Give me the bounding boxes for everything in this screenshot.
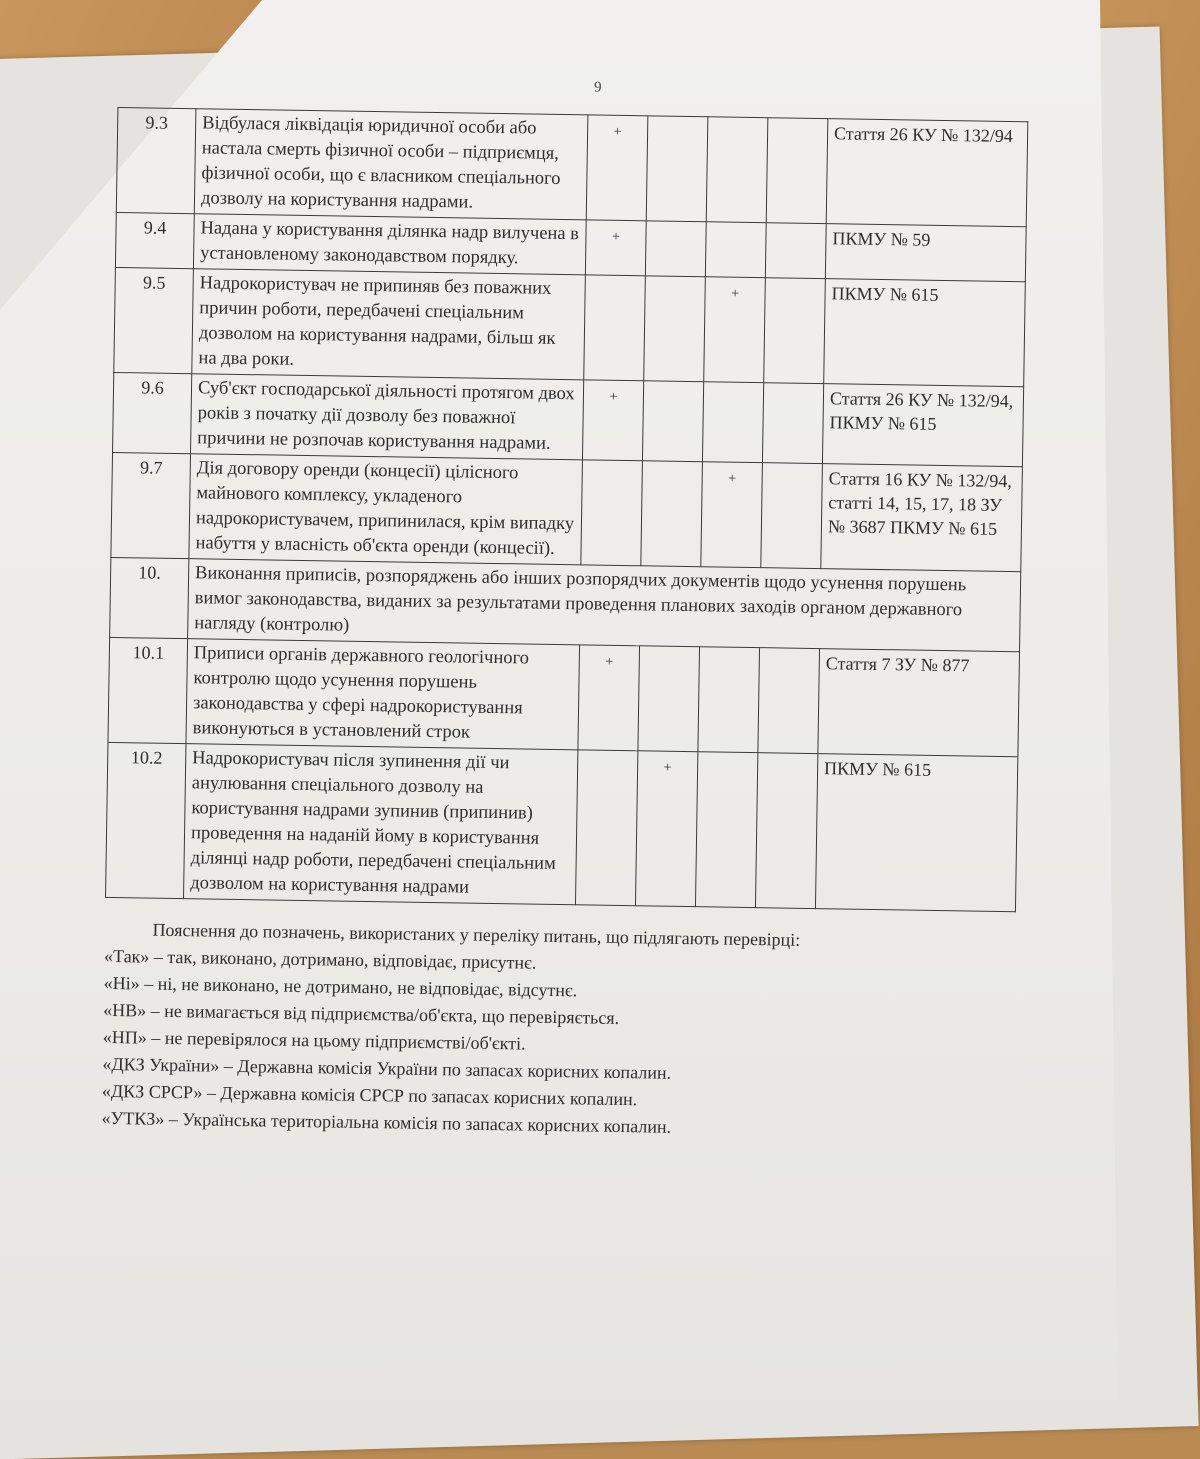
section-title: Виконання приписів, розпоряджень або інших розпорядчих документів щодо усунення порушень вимог законодавства, виданих за результатами проведення планових заходів органом державного нагляду (контролю) — [188, 559, 1021, 652]
plus-mark: + — [582, 380, 643, 461]
section-row — [110, 557, 1021, 651]
plus-mark: + — [701, 462, 763, 568]
table-row — [111, 452, 1023, 571]
mark-cell — [575, 750, 637, 906]
row-reference: Стаття 7 ЗУ № 877 — [818, 649, 1020, 757]
mark-cell — [761, 463, 823, 569]
table-row — [106, 742, 1018, 911]
row-reference: Стаття 26 КУ № 132/94, ПКМУ № 615 — [822, 384, 1023, 467]
mark-cell — [705, 222, 766, 278]
mark-cell — [766, 118, 828, 224]
row-number: 10.2 — [106, 742, 186, 898]
row-reference: ПКМУ № 615 — [824, 279, 1026, 387]
row-question: Приписи органів державного геологічного контролю щодо усунення порушень законодавства у сфері надрокористування виконуються в установлений строк — [186, 639, 580, 750]
plus-mark: + — [586, 115, 648, 221]
plus-mark: + — [635, 751, 697, 907]
legend-item: «ДКЗ України» – Державна комісія України по запасах корисних копалин. — [102, 1053, 672, 1083]
legend-intro: Пояснення до позначень, використаних у переліку питань, що підлягають перевірці: — [152, 919, 801, 950]
row-question: Надана у користування ділянка надр вилучена в установленому законодавством порядку. — [193, 214, 586, 275]
mark-cell — [765, 223, 826, 279]
table-row — [116, 108, 1028, 227]
row-number: 9.4 — [115, 212, 194, 268]
legend-item: «УТКЗ» – Українська територіальна комісія по запасах корисних копалин. — [101, 1107, 672, 1137]
mark-cell — [644, 276, 706, 382]
section-number: 10. — [110, 557, 189, 638]
row-number: 9.6 — [113, 372, 192, 453]
mark-cell — [642, 381, 703, 462]
row-question: Відбулася ліквідація юридичної особи або настала смерть фізичної особи – підприємця, фізичної особи, що є власником спеціального дозволу на користування надрами. — [194, 109, 588, 220]
page-number: 9 — [593, 79, 602, 96]
mark-cell — [702, 382, 763, 463]
document-content — [101, 72, 1058, 1147]
row-number: 9.5 — [114, 267, 194, 373]
checklist-table — [105, 107, 1028, 912]
mark-cell — [755, 753, 817, 909]
row-reference: Стаття 26 КУ № 132/94 — [826, 119, 1028, 227]
plus-mark: + — [578, 645, 640, 751]
row-question: Дія договору оренди (концесії) цілісного майнового комплексу, укладеного надрокористувачем, припинилася, крім випадку набуття у власність об'єкта оренди (концесії). — [189, 454, 583, 565]
row-number: 9.7 — [111, 452, 191, 558]
mark-cell — [706, 117, 768, 223]
mark-cell — [698, 647, 760, 753]
mark-cell — [695, 752, 757, 908]
mark-cell — [584, 275, 646, 381]
table-row — [114, 267, 1026, 386]
table-row — [108, 637, 1020, 756]
row-number: 9.3 — [116, 108, 196, 214]
plus-mark: + — [704, 277, 766, 383]
mark-cell — [645, 221, 706, 277]
mark-cell — [646, 116, 708, 222]
table-row — [113, 372, 1024, 466]
row-number: 10.1 — [108, 637, 188, 743]
legend-item: «НП» – не перевірялося на цьому підприємстві/об'єкті. — [102, 1026, 526, 1054]
mark-cell — [641, 461, 703, 567]
legend-item: «Ні» – ні, не виконано, не дотримано, не відповідає, відсутнє. — [103, 972, 578, 1001]
row-reference: ПКМУ № 59 — [825, 224, 1026, 282]
mark-cell — [581, 460, 643, 566]
mark-cell — [758, 648, 820, 754]
legend — [101, 916, 1004, 1146]
row-reference: Стаття 16 КУ № 132/94, статті 14, 15, 17, 18 ЗУ № 3687 ПКМУ № 615 — [821, 464, 1023, 572]
plus-mark: + — [585, 220, 646, 276]
mark-cell — [638, 646, 700, 752]
row-reference: ПКМУ № 615 — [815, 754, 1017, 912]
legend-item: «НВ» – не вимагається від підприємства/об'єкта, що перевіряється. — [103, 999, 620, 1028]
mark-cell — [764, 278, 826, 384]
legend-item: «ДКЗ СРСР» – Державна комісія СРСР по запасах корисних копалин. — [101, 1080, 638, 1110]
row-question: Суб'єкт господарської діяльності протягом двох років з початку дії дозволу без поважної причини не розпочав користування надрами. — [191, 374, 584, 460]
legend-item: «Так» – так, виконано, дотримано, відповідає, присутнє. — [103, 945, 537, 973]
mark-cell — [762, 383, 823, 464]
row-question: Надрокористувач не припиняв без поважних причин роботи, передбачені спеціальним дозволом на користування надрами, більш як на два роки. — [192, 269, 586, 380]
row-question: Надрокористувач після зупинення дії чи анулювання спеціального дозволу на користування надрами зупинив (припинив) проведення на наданій йому в користування ділянці надр роботи, передбачені спеціальним дозволом на користування надрами — [184, 744, 578, 905]
